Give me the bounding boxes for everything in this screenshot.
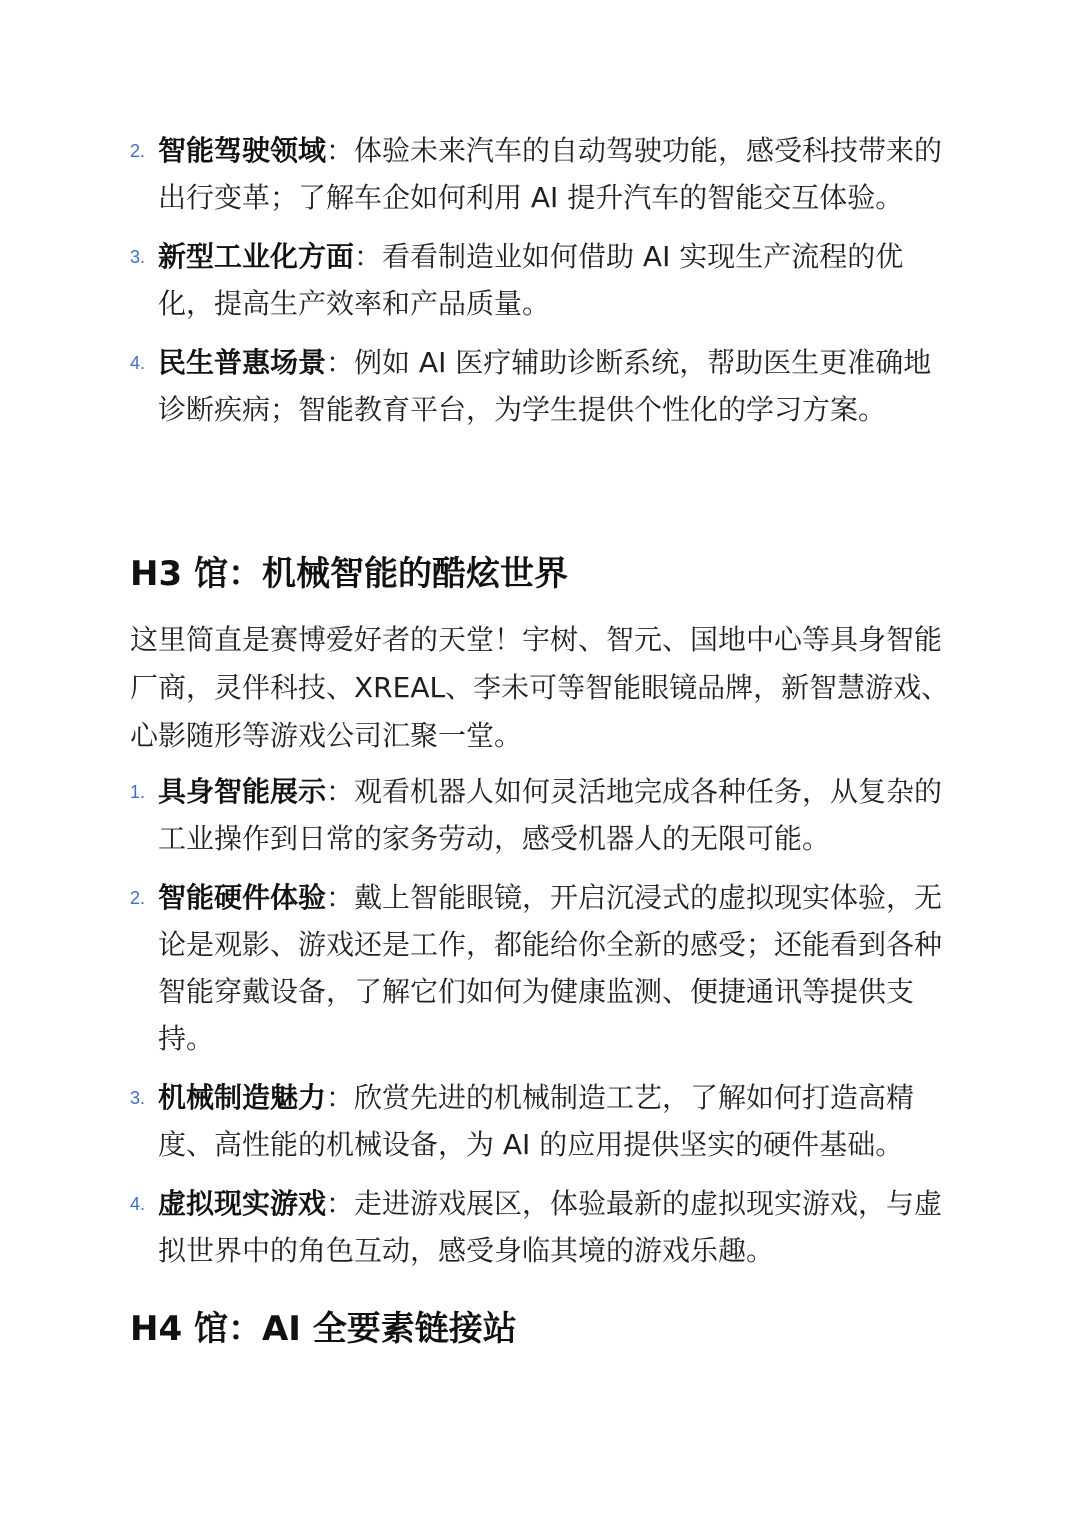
list-item-livelihood [130,339,950,433]
list-item-text: 看看制造业如何借助 AI 实现生产流程的优化，提高生产效率和产品质量。 [158,240,904,320]
list-item-term: 智能驾驶领域 [158,134,327,167]
list-item-text: 欣赏先进的机械制造工艺，了解如何打造高精度、高性能的机械设备，为 AI 的应用提供坚实的硬件基础。 [158,1081,915,1161]
list-item-mechanical-manufacturing [130,1074,950,1168]
section-intro-paragraph: 这里简直是赛博爱好者的天堂！宇树、智元、国地中心等具身智能厂商，灵伴科技、XREAL、李未可等智能眼镜品牌，新智慧游戏、心影随形等游戏公司汇聚一堂。 [130,623,950,752]
list-item-vr-games [130,1180,950,1274]
list-number: 2. [130,888,146,908]
list-item-colon: ： [326,775,355,808]
list-item-colon: ： [326,134,355,167]
list-item-term: 虚拟现实游戏 [158,1187,327,1220]
h3-feature-list [130,768,950,1286]
list-item-term: 民生普惠场景 [158,346,327,379]
top-feature-list [130,127,950,445]
list-item-colon: ： [326,1081,355,1114]
list-item-term: 新型工业化方面 [158,240,355,273]
list-item-term: 智能硬件体验 [158,881,327,914]
list-item-text: 体验未来汽车的自动驾驶功能，感受科技带来的出行变革；了解车企如何利用 AI 提升汽车的智能交互体验。 [158,134,943,214]
section-heading-h4: H4 馆：AI 全要素链接站 [130,1309,517,1349]
list-item-term: 机械制造魅力 [158,1081,327,1114]
list-item-colon: ： [326,1187,355,1220]
list-number: 2. [130,141,146,161]
list-number: 1. [130,782,146,802]
list-number: 3. [130,247,146,267]
list-item-text: 走进游戏展区，体验最新的虚拟现实游戏，与虚拟世界中的角色互动，感受身临其境的游戏乐趣。 [158,1187,943,1267]
list-item-smart-driving [130,127,950,221]
list-item-text: 观看机器人如何灵活地完成各种任务，从复杂的工业操作到日常的家务劳动，感受机器人的无限可能。 [158,775,943,855]
list-item-smart-hardware [130,874,950,1062]
list-item-text: 戴上智能眼镜，开启沉浸式的虚拟现实体验，无论是观影、游戏还是工作，都能给你全新的感受；还能看到各种智能穿戴设备，了解它们如何为健康监测、便捷通讯等提供支持。 [158,881,943,1055]
section-heading-h3: H3 馆：机械智能的酷炫世界 [130,554,568,594]
list-number: 3. [130,1088,146,1108]
list-number: 4. [130,353,146,373]
list-item-industrialization [130,233,950,327]
list-item-colon: ： [326,881,355,914]
list-item-text: 例如 AI 医疗辅助诊断系统，帮助医生更准确地诊断疾病；智能教育平台，为学生提供个性化的学习方案。 [158,346,932,426]
list-number: 4. [130,1194,146,1214]
list-item-embodied-ai [130,768,950,862]
list-item-colon: ： [326,346,355,379]
list-item-term: 具身智能展示 [158,775,327,808]
list-item-colon: ： [354,240,383,273]
